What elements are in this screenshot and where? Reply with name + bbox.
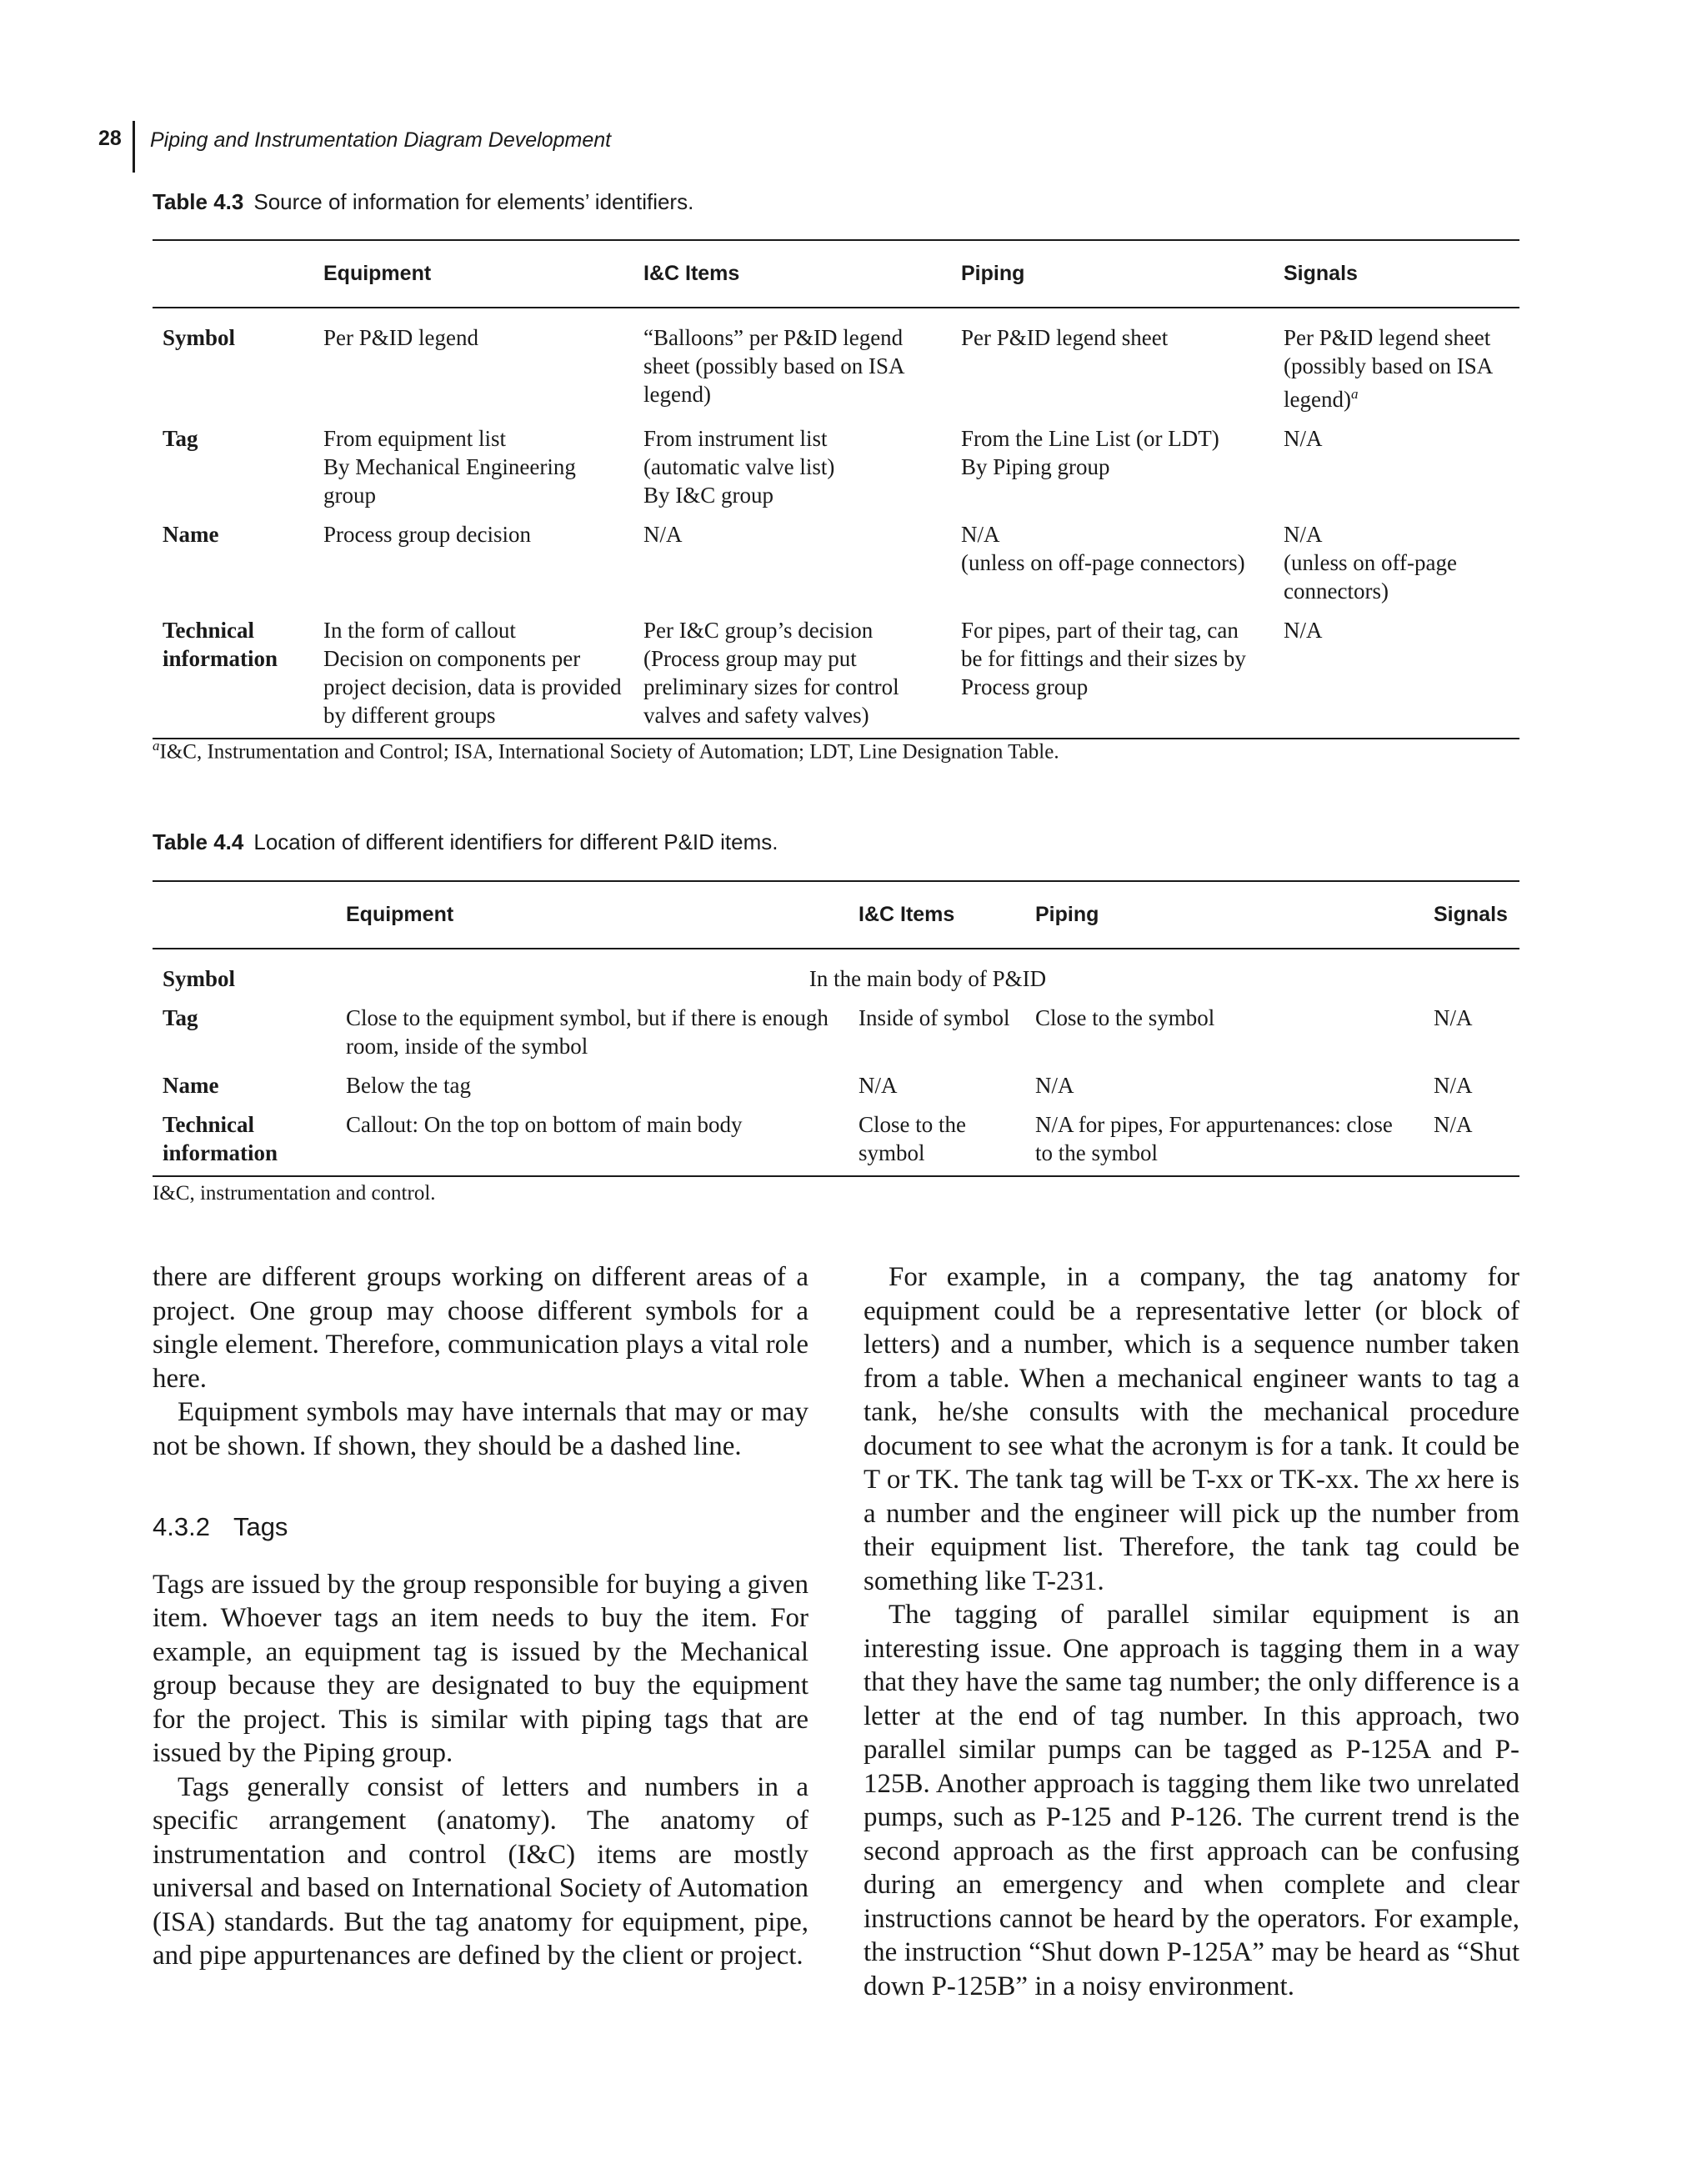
paragraph: Tags generally consist of letters and numbers in a specific arrangement (anatomy). The anatomy of instrumentation and control (I&C) items are mostly universal and based on International Society of Automation (ISA) standards. But the tag anatomy for equipment, pipe, and pipe appurtenances are defined by the client or project.	[153, 1771, 808, 1971]
table-header-row	[153, 240, 1519, 308]
table-row	[153, 949, 1519, 1004]
table-cell: Per P&ID legend sheet (possibly based on ISA legend)$^a$	[1284, 325, 1492, 412]
table-row	[153, 1004, 1519, 1071]
table-cell: For pipes, part of their tag, can be for fittings and their sizes by Process group	[951, 616, 1274, 739]
column-header: Signals	[1274, 240, 1519, 308]
header-rule	[133, 121, 135, 173]
table-cell: Close to the symbol	[848, 1110, 1025, 1176]
table-cell: From the Line List (or LDT) By Piping group	[961, 426, 1219, 479]
column-header: Equipment	[313, 240, 633, 308]
left-column	[153, 1260, 808, 1973]
table-cell: N/A	[1424, 1110, 1519, 1176]
table-cell: Per P&ID legend	[323, 325, 478, 350]
row-header: Name	[163, 522, 219, 547]
footnote-marker: a	[153, 738, 160, 754]
table-cell: N/A for pipes, For appurtenances: close to the symbol	[1025, 1110, 1424, 1176]
section-number: 4.3.2	[153, 1512, 210, 1541]
table-4-4-caption	[153, 829, 778, 855]
table-cell: N/A (unless on off-page connectors)	[961, 522, 1245, 575]
column-header: Piping	[1025, 881, 1424, 949]
table-4-3	[153, 239, 1519, 739]
section-title: Tags	[233, 1512, 288, 1541]
table-cell: N/A	[643, 522, 683, 547]
table-cell: N/A	[1284, 426, 1323, 451]
table-caption-text: Location of different identifiers for different P&ID items.	[253, 829, 778, 854]
row-header: Tag	[163, 426, 198, 451]
paragraph: Tags are issued by the group responsible for buying a given item. Whoever tags an item needs to buy the item. For example, an equipment tag is issued by the Mechanical group because they are designated to buy the equipment for the project. This is similar with piping tags that are issued by the Piping group.	[153, 1569, 808, 1768]
table-cell: Per I&C group’s decision (Process group may put preliminary sizes for control valves and safety valves)	[633, 616, 951, 739]
paragraph: there are different groups working on different areas of a project. One group may choose different symbols for a single element. Therefore, communication plays a vital role here.	[153, 1262, 808, 1394]
table-label: Table 4.3	[153, 189, 244, 214]
row-header: Name	[163, 1073, 219, 1098]
table-row	[153, 616, 1519, 739]
paragraph: Equipment symbols may have internals that may or may not be shown. If shown, they should be a dashed line.	[153, 1397, 808, 1461]
table-4-3-caption	[153, 189, 693, 215]
table-cell: Close to the equipment symbol, but if there is enough room, inside of the symbol	[346, 1005, 828, 1059]
footnote-marker: a	[1350, 386, 1359, 402]
table-cell: N/A	[1434, 1005, 1473, 1030]
column-header: Piping	[951, 240, 1274, 308]
table-row	[153, 1071, 1519, 1110]
paragraph: The tagging of parallel similar equipment is an interesting issue. One approach is tagging them in a way that they have the same tag number; the only difference is a letter at the end of tag number. In this approach, two parallel similar pumps can be tagged as P-125A and P-125B. Another approach is tagging them like two unrelated pumps, such as P-125 and P-126. The current trend is the second approach as the first approach can be confusing during an emergency and when complete and clear instructions cannot be heard by the operators. For example, the instruction “Shut down P-125A” may be heard as “Shut down P-125B” in a noisy environment.	[864, 1600, 1519, 2001]
section-heading	[153, 1510, 808, 1545]
table-cell: Inside of symbol	[859, 1005, 1010, 1030]
table-row	[153, 1110, 1519, 1176]
page-number: 28	[98, 127, 122, 150]
table-4-3-footnote	[153, 738, 1059, 764]
column-header: Signals	[1424, 881, 1519, 949]
row-header: Tag	[163, 1005, 198, 1030]
column-header	[153, 881, 336, 949]
paragraph: For example, in a company, the tag anatomy for equipment could be a representative letter (or block of letters) and a number, which is a sequence number taken from a table. When a mechanical engineer wants to tag a tank, he/she consults with the mechanical procedure document to see what the acronym is for a tank. It could be T or TK. The tank tag will be T-xx or TK-xx. The xx here is a number and the engineer will pick up the number from their equipment list. Therefore, the tank tag could be something like T-231.	[864, 1262, 1520, 1596]
table-header-row	[153, 881, 1519, 949]
table-4-4	[153, 880, 1519, 1177]
table-cell: Close to the symbol	[1035, 1005, 1215, 1030]
column-header	[153, 240, 313, 308]
table-cell: N/A (unless on off-page connectors)	[1284, 522, 1457, 604]
table-caption-text: Source of information for elements’ identifiers.	[253, 189, 694, 214]
table-row	[153, 308, 1519, 424]
row-header: Technical information	[153, 616, 313, 739]
table-cell: Process group decision	[323, 522, 531, 547]
column-header: I&C Items	[848, 881, 1025, 949]
table-cell: From equipment list By Mechanical Engineering group	[323, 426, 576, 508]
table-cell: “Balloons” per P&ID legend sheet (possibly based on ISA legend)	[643, 325, 904, 407]
footnote-text: I&C, Instrumentation and Control; ISA, International Society of Automation; LDT, Line Designation Table.	[159, 740, 1059, 764]
italic-variable: xx	[1415, 1465, 1440, 1495]
row-header: Symbol	[163, 966, 236, 991]
table-row	[153, 424, 1519, 520]
table-cell: Per P&ID legend sheet	[961, 325, 1169, 350]
table-cell: Callout: On the top on bottom of main body	[336, 1110, 848, 1176]
spanning-cell: In the main body of P&ID	[808, 966, 1047, 991]
column-header: I&C Items	[633, 240, 951, 308]
table-cell: In the form of callout Decision on components per project decision, data is provided by different groups	[313, 616, 633, 739]
row-header: Symbol	[163, 325, 236, 350]
column-header: Equipment	[336, 881, 848, 949]
table-cell: N/A	[1434, 1073, 1473, 1098]
table-cell: Below the tag	[346, 1073, 471, 1098]
right-column	[864, 1260, 1519, 2003]
running-title: Piping and Instrumentation Diagram Development	[150, 128, 612, 152]
table-label: Table 4.4	[153, 829, 244, 854]
table-cell: N/A	[859, 1073, 898, 1098]
row-header: Technical information	[153, 1110, 336, 1176]
table-cell: From instrument list (automatic valve list) By I&C group	[643, 426, 835, 508]
table-cell: N/A	[1035, 1073, 1074, 1098]
table-row	[153, 520, 1519, 616]
table-4-4-footnote: I&C, instrumentation and control.	[153, 1182, 436, 1205]
table-cell: N/A	[1274, 616, 1519, 739]
